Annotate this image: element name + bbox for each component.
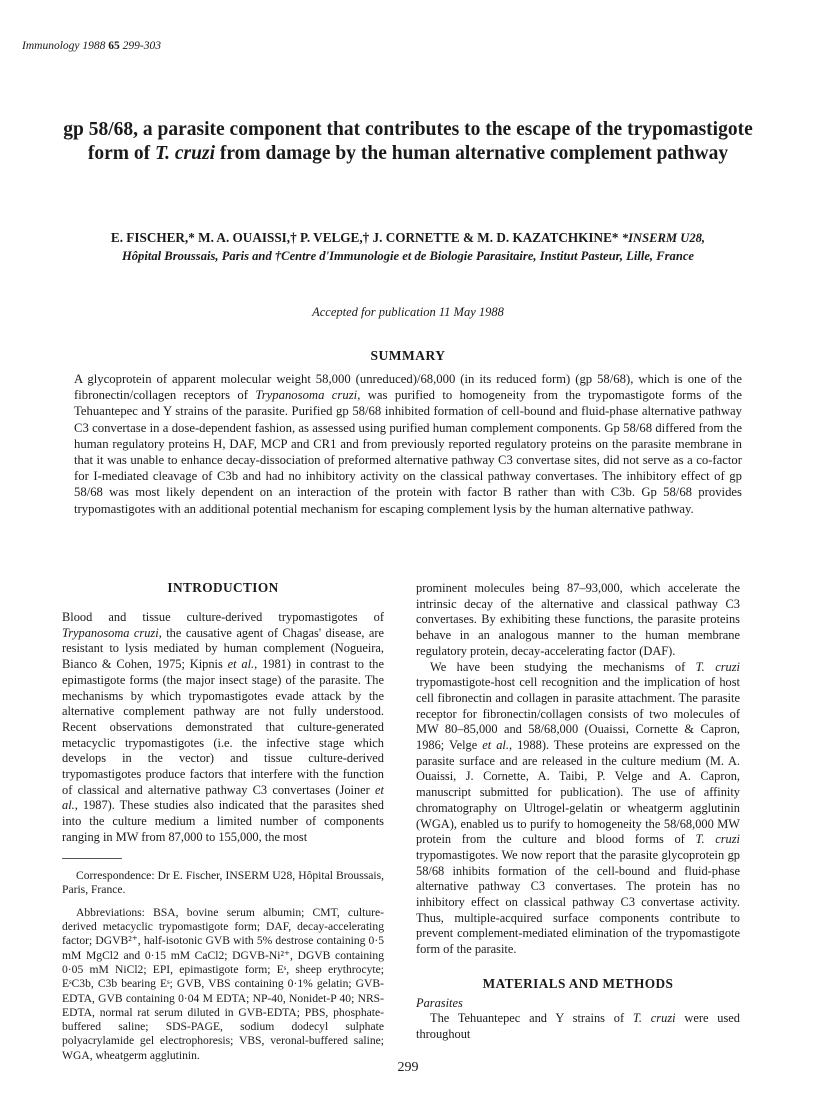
article-title — [60, 118, 756, 166]
journal-pages: 299-303 — [122, 40, 161, 52]
right-column — [416, 581, 740, 1043]
affiliation-2: Hôpital Broussais, Paris and †Centre d'Immunologie et de Biologie Parasitaire, Institut Pasteur, Lille, France — [121, 249, 695, 263]
author-names: E. FISCHER,* M. A. OUAISSI,† P. VELGE,† J. CORNETTE & M. D. KAZATCHKINE* — [110, 230, 619, 245]
title-organism: T. cruzi — [155, 143, 215, 164]
intro-p1-d: , 1987). These studies also indicated that the parasites shed into the culture medium a limited number of components ranging in MW from 87,000 to 155,000, the most — [62, 798, 384, 844]
intro-p1-etal: et al. — [227, 657, 255, 672]
intro-p1-organism: Trypanosoma cruzi — [62, 625, 159, 640]
intro-p3-c: , 1988). These proteins are expressed on the parasite surface and are released in the culture medium (M. A. Ouaissi, J. Cornette, A. Taibi, P. Velge and A. Capron, manuscript submitted for publication). The use of affinity chromatography on Ultrogel-gelatin or wheatgerm agglutinin (WGA), enabled us to purify to homogeneity the 58/68,000 MW protein from the culture and blood forms of — [416, 738, 741, 847]
correspondence-note: Correspondence: Dr E. Fischer, INSERM U28, Hôpital Broussais, Paris, France. — [62, 868, 384, 897]
methods-p1-a: The Tehuantepec and Y strains of — [430, 1011, 633, 1026]
intro-p1-etal2: et al. — [62, 782, 384, 813]
methods-p1-organism: T. cruzi — [632, 1011, 676, 1026]
intro-p3-etal: et al. — [482, 738, 509, 753]
journal-year: 1988 — [82, 40, 106, 52]
methods-paragraph-1 — [416, 1011, 740, 1042]
journal-name: Immunology — [22, 40, 80, 52]
footnote-divider — [62, 858, 122, 859]
summary-part1: A glycoprotein of apparent molecular weight 58,000 (unreduced)/68,000 (in its reduced form) (gp 58/68), which is one of the fibronectin/collagen receptors of — [74, 372, 742, 403]
left-column — [62, 580, 384, 1063]
intro-paragraph-3 — [416, 660, 740, 958]
summary-text — [74, 371, 742, 517]
author-block — [30, 229, 786, 265]
methods-p1-b: were used throughout — [416, 1011, 741, 1041]
intro-p3-b: trypomastigote-host cell recognition and the implication of host cell fibronectin and collagen in parasite attachment. The parasite receptor for fibronectin/collagen consists of two molecules of MW 80–85,000 and 58/68,000 (Ouaissi, Cornette & Capron, 1986; Velge — [416, 675, 740, 753]
intro-p1-b: , the causative agent of Chagas' disease, are resistant to lysis mediated by human complement (Nogueira, Bianco & Cohen, 1975; Kipnis — [62, 625, 384, 672]
title-part2: from damage by the human alternative complement pathway — [215, 143, 729, 164]
intro-p1-c: , 1981) in contrast to the epimastigote forms (the major insect stage) of the parasite. The mechanisms by which trypomastigotes evade attack by the alternative complement pathway are not fully understood. Recent observations demonstrated that culture-generated metacyclic trypomastigotes (i.e. the infective stage which develops in the vector) and tissue culture-derived trypomastigotes produce factors that interfere with the function of classical and alternative pathway C3 convertases (Joiner — [62, 657, 384, 797]
parasites-subheading: Parasites — [416, 995, 463, 1010]
summary-organism: Trypanosoma cruzi — [255, 388, 358, 403]
page-number: 299 — [397, 1060, 419, 1075]
intro-p3-organism: T. cruzi — [695, 659, 740, 674]
journal-citation — [22, 40, 161, 52]
methods-heading: MATERIALS AND METHODS — [482, 975, 674, 991]
summary-heading: SUMMARY — [370, 348, 446, 363]
title-part1: gp 58/68, a parasite component that contributes to the escape of the trypomastigote form of — [63, 119, 753, 164]
journal-volume: 65 — [108, 40, 120, 52]
accepted-date: Accepted for publication 11 May 1988 — [312, 305, 504, 319]
abbreviations-note: Abbreviations: BSA, bovine serum albumin; CMT, culture-derived metacyclic trypomastigote form; DAF, decay-accelerating factor; DGVB²⁺, half-isotonic GVB with 5% destrose containing 0·5 mM MgCl2 and 0·15 mM CaCl2; DGVB-Ni²⁺, DGVB containing 0·05 mM NiCl2; EPI, epimastigote form; Eˢ, sheep erythrocyte; EˢC3b, C3b bearing Eˢ; GVB, VBS containing 0·1% gelatin; GVB-EDTA, GVB containing 0·04 M EDTA; NP-40, Nonidet-P 40; NRS-EDTA, normal rat serum diluted in GVB-EDTA; PBS, phosphate-buffered saline; SDS-PAGE, sodium dodecyl sulphate polyacrylamide gel electrophoresis; VBS, veronal-buffered saline; WGA, wheatgerm agglutinin. — [62, 905, 384, 1062]
intro-p1-a: Blood and tissue culture-derived trypomastigotes of — [62, 610, 384, 624]
summary-part2: , was purified to homogeneity from the trypomastigote forms of the Tehuantepec and Y strains of the parasite. Purified gp 58/68 inhibited formation of cell-bound and fluid-phase alternative pathway C3 convertase in a dose-dependent fashion, as assessed using purified human complement components. Gp 58/68 differed from the human regulatory proteins H, DAF, MCP and CR1 and from previously reported regulatory proteins on the parasite membrane in that it was unable to enhance decay-dissociation of preformed alternative pathway C3 convertase sites, did not serve as a co-factor for I-mediated cleavage of C3b and had no inhibitory activity on the classical pathway convertases. The inhibitory effect of gp 58/68 was most likely dependent on an interaction of the protein with factor B rather than with C3b. Gp 58/68 provides trypomastigotes with an additional potential mechanism for escaping complement lysis by the human alternative pathway. — [74, 388, 743, 516]
intro-paragraph-1 — [62, 610, 384, 846]
intro-p3-d: trypomastigotes. We now report that the parasite glycoprotein gp 58/68 inhibits formation of the cell-bound and fluid-phase alternative pathway C3 convertases. The protein has no inhibitory effect on classical pathway C3 convertase activity. Thus, multiple-acquired surface components contribute to prevent complement-mediated elimination of the trypomastigote form of the parasite. — [416, 847, 740, 957]
intro-paragraph-2: prominent molecules being 87–93,000, which accelerate the intrinsic decay of the alternative and classical pathway C3 convertases. By exhibiting these functions, the parasite proteins behave in an analogous manner to the human membrane regulatory protein, decay-accelerating factor (DAF). — [416, 581, 740, 658]
affiliation-1: *INSERM U28, — [621, 231, 706, 245]
intro-p3-a: We have been studying the mechanisms of — [430, 659, 696, 674]
intro-p3-organism2: T. cruzi — [695, 832, 740, 847]
introduction-heading: INTRODUCTION — [167, 580, 279, 595]
